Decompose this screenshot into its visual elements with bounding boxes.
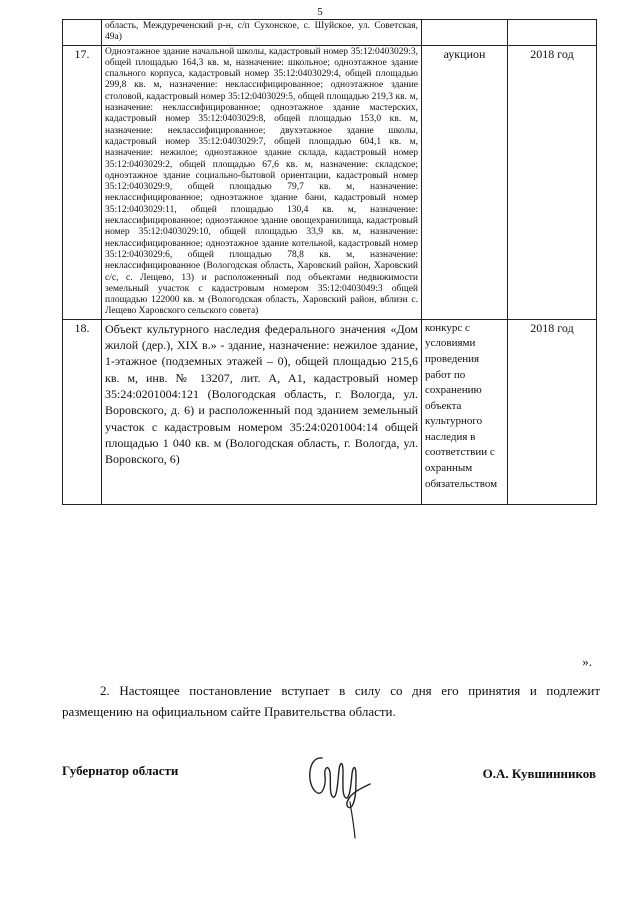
property-table: [62, 19, 597, 505]
page-number: 5: [317, 6, 323, 18]
row-year-cell: 2018 год: [508, 45, 597, 319]
row-description-cell: Объект культурного наследия федерального значения «Дом жилой (дер.), XIX в.» - здание, назначение: нежилое здание, 1-этажное (подземных этажей – 0), общей площадью 215,6 кв. м, инв. № 13207, лит. А, А1, кадастровый номер 35:24:0201004:121 (Вологодская область, г. Вологда, ул. Воровского, д. 6) и расположенный под зданием земельный участок с кадастровым номером 35:24:0201004:14 общей площадью 1 040 кв. м (Вологодская область, г. Вологда, ул. Воровского, 6): [102, 319, 422, 504]
table-row: [63, 319, 597, 504]
row-description-cell: область, Междуреченский р-н, с/п Сухонское, с. Шуйское, ул. Советская, 49а): [102, 20, 422, 46]
row-year-cell: [508, 20, 597, 46]
signatory-name: О.А. Кувшинников: [482, 766, 596, 781]
table-row: [63, 20, 597, 46]
row-method-cell: аукцион: [422, 45, 508, 319]
row-year-cell: 2018 год: [508, 319, 597, 504]
row-method-cell: [422, 20, 508, 46]
row-method-cell: конкурс с условиями проведения работ по сохранению объекта культурного наследия в соответствии с охранным обязательством: [422, 319, 508, 504]
row-number-cell: 18.: [63, 319, 102, 504]
decree-paragraph: 2. Настоящее постановление вступает в силу со дня его принятия и подлежит размещению на официальном сайте Правительства области.: [62, 683, 600, 719]
table-row: [63, 45, 597, 319]
row-description-cell: Одноэтажное здание начальной школы, кадастровый номер 35:12:0403029:3, общей площадью 164,3 кв. м, назначение: школьное; одноэтажное здание спального корпуса, кадастровый номер 35:12:0403029:4, общей площадью 299,8 кв. м, назначение: неклассифицированное; одноэтажное здание столовой, кадастровый номер 35:12:0403029:5, общей площадью 219,3 кв. м, назначение: неклассифицированное; одноэтажное здание мастерских, кадастровый номер 35:12:0403029:8, общей площадью 153,0 кв. м, назначение: неклассифицированное; двухэтажное здание школы, кадастровый номер 35:12:0403029:7, общей площадью 604,1 кв. м, назначение: нежилое; одноэтажное здание склада, кадастровый номер 35:12:0403029:2, общей площадью 67,6 кв. м, назначение: складское; одноэтажное здание социально-бытовой ориентации, кадастровый номер 35:12:0403029:9, общей площадью 79,7 кв. м, назначение: неклассифицированное; одноэтажное здание бани, кадастровый номер 35:12:0403029:11, общей площадью 130,4 кв. м, назначение: неклассифицированное; одноэтажное здание овощехранилища, кадастровый номер 35:12:0403029:10, общей площадью 33,9 кв. м, назначение: неклассифицированное; одноэтажное здание котельной, кадастровый номер 35:12:0403029:6, общей площадью 78,8 кв. м, назначение: неклассифицированное (Вологодская область, Харовский район, Харовский с/с, с. Лещево, 13) и расположенный под объектами недвижимости земельный участок с кадастровым номером 35:12:0403049:3 общей площадью 122000 кв. м (Вологодская область, Харовский район, вблизи с. Лещево Харовского сельского совета): [102, 45, 422, 319]
closing-quote: ».: [582, 654, 592, 669]
row-number-cell: 17.: [63, 45, 102, 319]
row-number-cell: [63, 20, 102, 46]
signatory-title: Губернатор области: [62, 763, 179, 778]
handwritten-signature: [300, 740, 378, 840]
